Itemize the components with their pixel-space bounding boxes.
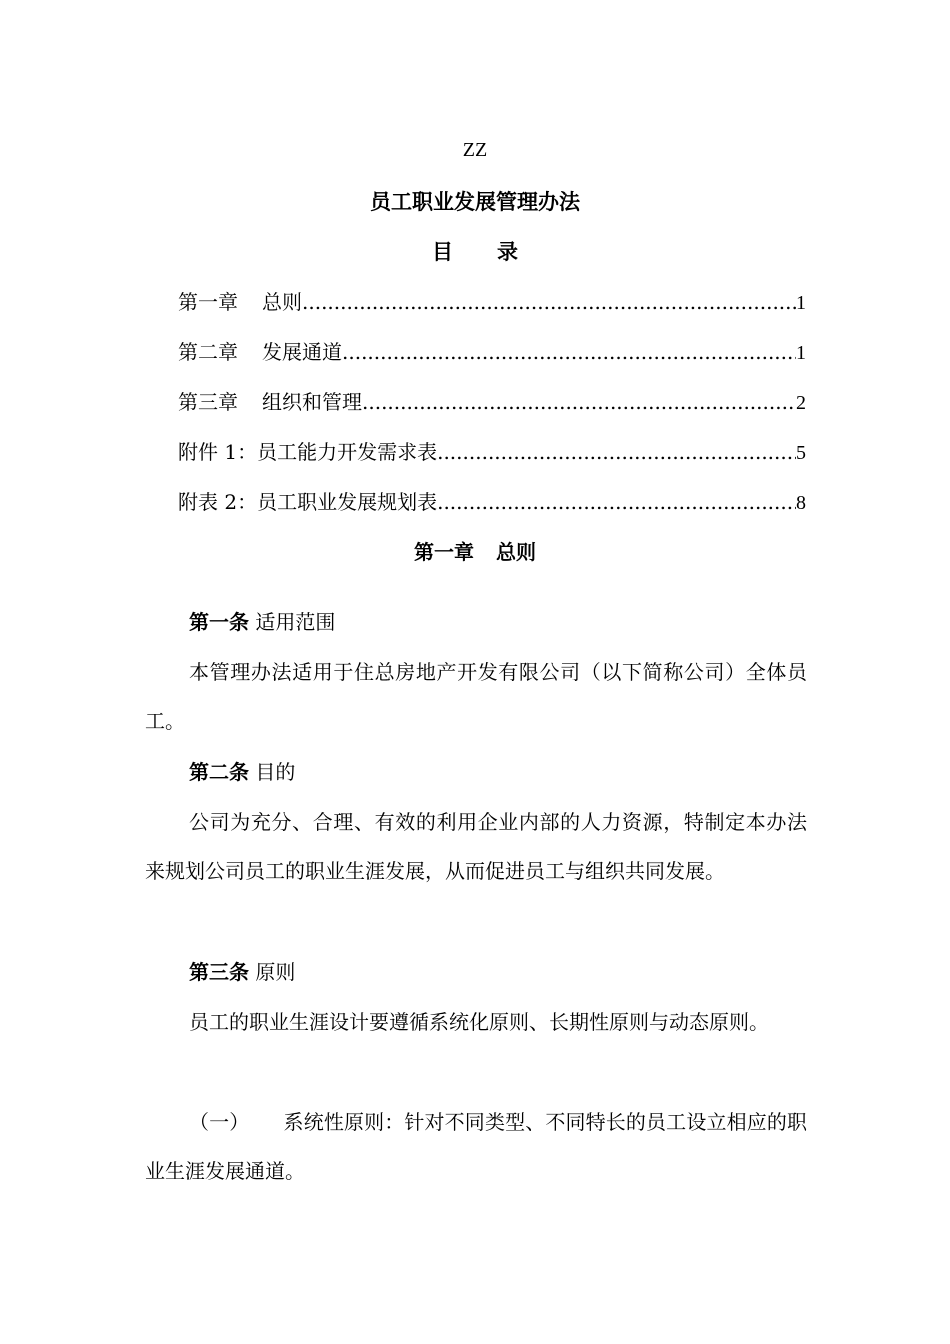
list-item-text: 系统性原则：针对不同类型、不同特长的员工设立相应的职业生涯发展通道。 <box>145 1110 808 1183</box>
toc-title-right: 录 <box>497 239 518 264</box>
toc-page-number: 1 <box>796 292 806 314</box>
article-body: 员工的职业生涯设计要遵循系统化原则、长期性原则与动态原则。 <box>189 1010 769 1034</box>
document-code: ZZ <box>462 139 488 161</box>
article-body: 本管理办法适用于住总房地产开发有限公司（以下简称公司）全体员工。 <box>145 660 807 733</box>
toc-leader-dots <box>437 440 796 464</box>
toc-entry[interactable] <box>178 486 806 516</box>
toc-page-number: 5 <box>796 442 806 464</box>
toc-leader-dots <box>437 490 796 514</box>
article-body: 公司为充分、合理、有效的利用企业内部的人力资源，特制定本办法来规划公司员工的职业生涯发展，从而促进员工与组织共同发展。 <box>145 810 807 883</box>
toc-page-number: 8 <box>796 492 806 514</box>
chapter-heading: 第一章 总则 <box>414 540 536 564</box>
toc-leader-dots <box>342 340 796 364</box>
toc-title-left: 目 <box>432 239 453 264</box>
toc-entry-label: 第一章 总则 <box>178 290 302 314</box>
article-number: 第一条 <box>189 610 249 634</box>
article-title: 原则 <box>255 960 296 984</box>
toc-entry-label: 附表 2：员工职业发展规划表 <box>178 490 438 514</box>
list-item-marker: （一） <box>189 1110 250 1134</box>
toc-leader-dots <box>302 290 796 314</box>
toc-page-number: 1 <box>796 342 806 364</box>
article-title: 目的 <box>255 760 296 784</box>
toc-entry[interactable] <box>178 386 806 416</box>
document-title: 员工职业发展管理办法 <box>370 189 580 214</box>
toc-entry-label: 附件 1：员工能力开发需求表 <box>178 440 438 464</box>
toc-leader-dots <box>362 390 796 414</box>
toc-entry-label: 第二章 发展通道 <box>178 340 342 364</box>
toc-title <box>0 236 950 266</box>
article-number: 第三条 <box>189 960 249 984</box>
article-heading <box>145 948 807 997</box>
list-item <box>145 1098 807 1196</box>
toc-entry[interactable] <box>178 436 806 466</box>
toc-entry-label: 第三章 组织和管理 <box>178 390 362 414</box>
toc-entry[interactable] <box>178 286 806 316</box>
toc-entry[interactable] <box>178 336 806 366</box>
article-heading <box>145 748 807 797</box>
toc-page-number: 2 <box>796 392 806 414</box>
article-title: 适用范围 <box>255 610 336 634</box>
article-heading <box>145 598 807 647</box>
article-number: 第二条 <box>189 760 249 784</box>
